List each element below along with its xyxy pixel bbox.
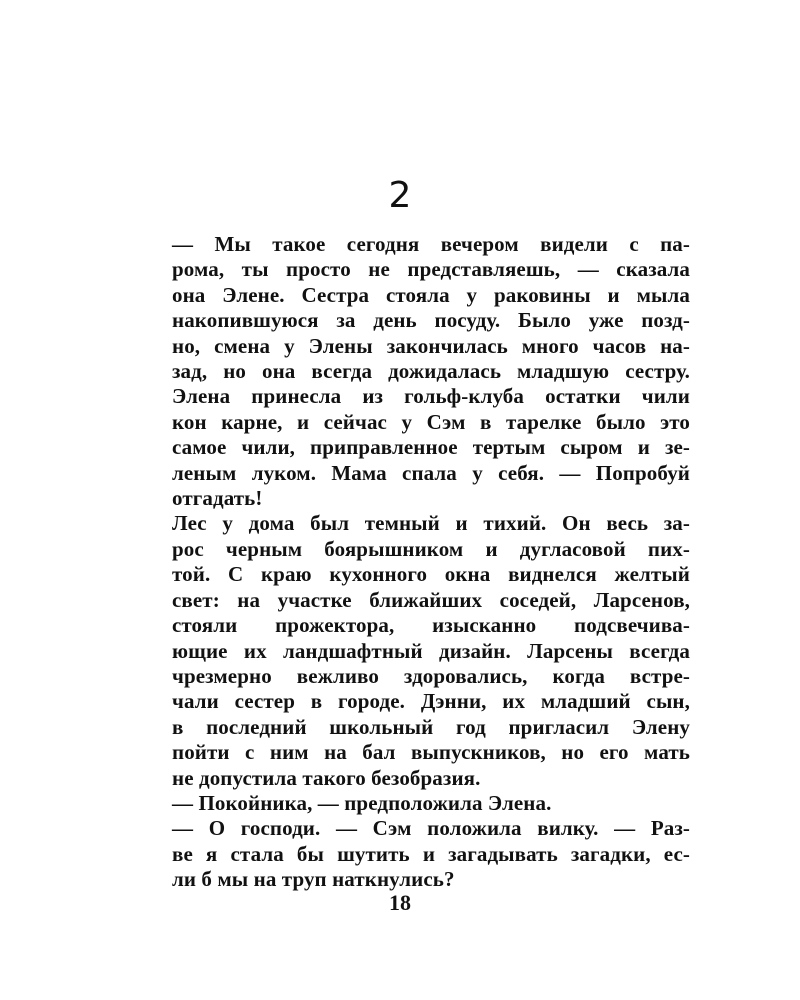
text-line: чали сестер в городе. Дэнни, их младший сын,	[172, 689, 690, 714]
page-number: 18	[389, 890, 411, 915]
text-line: ве я стала бы шутить и загадывать загадки, ес-	[172, 841, 690, 866]
text-line: в последний школьный год пригласил Элену	[172, 714, 690, 739]
text-line: рос черным боярышником и дугласовой пих-	[172, 536, 690, 561]
chapter-number: 2	[388, 175, 412, 216]
text-line: она Элене. Сестра стояла у раковины и мыла	[172, 282, 690, 307]
text-line: стояли прожектора, изысканно подсвечива-	[172, 613, 690, 638]
text-line: — О господи. — Сэм положила вилку. — Раз-	[172, 816, 690, 841]
text-line: — Мы такое сегодня вечером видели с па-	[172, 232, 690, 256]
text-line: чрезмерно вежливо здоровались, когда встре-	[172, 663, 690, 688]
text-line: ли б мы на труп наткнулись?	[172, 867, 455, 892]
text-line: зад, но она всегда дожидалась младшую сестру.	[172, 359, 690, 384]
text-line: ющие их ландшафтный дизайн. Ларсены всегда	[172, 638, 690, 663]
text-line: рома, ты просто не представляешь, — сказала	[172, 257, 690, 282]
text-line: не допустила такого безобразия.	[172, 765, 481, 790]
text-line: но, смена у Элены закончилась много часов на-	[172, 333, 690, 358]
text-line: самое чили, приправленное тертым сыром и зе-	[172, 435, 690, 460]
text-line: Лес у дома был темный и тихий. Он весь за-	[172, 511, 690, 536]
text-line: пойти с ним на бал выпускников, но его мать	[172, 740, 690, 765]
text-line: кон карне, и сейчас у Сэм в тарелке было это	[172, 409, 690, 434]
text-line: леным луком. Мама спала у себя. — Попробуй	[172, 460, 690, 485]
text-line: накопившуюся за день посуду. Было уже позд-	[172, 308, 690, 333]
body-text	[172, 232, 690, 893]
text-line: свет: на участке ближайших соседей, Ларсенов,	[172, 587, 690, 612]
text-line: Элена принесла из гольф-клуба остатки чили	[172, 384, 690, 409]
text-line: отгадать!	[172, 486, 263, 511]
text-line: той. С краю кухонного окна виднелся желтый	[172, 562, 690, 587]
text-line: — Покойника, — предположила Элена.	[172, 790, 552, 815]
